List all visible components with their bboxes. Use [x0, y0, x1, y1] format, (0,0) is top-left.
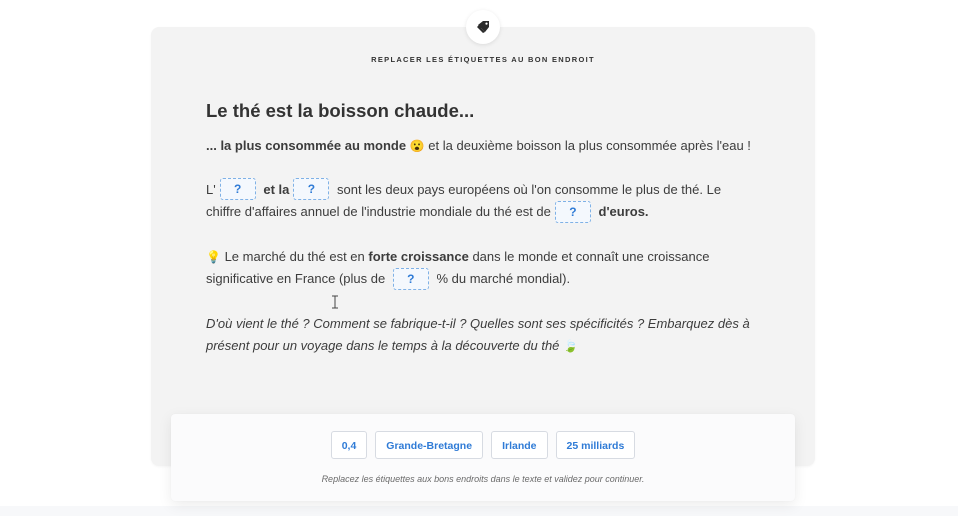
p1-text: et la deuxième boisson la plus consommée après l'eau ! — [424, 138, 751, 153]
p2-text-1: L' — [206, 181, 216, 197]
paragraph-3 — [206, 246, 751, 291]
drop-slot-2[interactable]: ? — [293, 178, 329, 200]
text-cursor-icon — [331, 295, 339, 309]
p3-text-2: dans le monde et connaît une croissance significative en France (plus de — [206, 248, 710, 287]
label-chip-grande-bretagne[interactable]: Grande-Bretagne — [375, 431, 483, 459]
p1-bold: ... la plus consommée au monde — [206, 138, 407, 153]
p4-italic: D'où vient le thé ? Comment se fabrique-t-il ? Quelles sont ses spécificités ? Embarquez dès à présent pour un voyage dans le temps à la découverte du thé — [206, 315, 750, 354]
drop-slot-3[interactable]: ? — [555, 201, 591, 223]
label-chip-0-4[interactable]: 0,4 — [331, 431, 368, 459]
tag-icon — [476, 20, 490, 34]
drop-slot-1[interactable]: ? — [220, 178, 256, 200]
exercise-card — [151, 27, 815, 466]
paragraph-1 — [206, 135, 751, 158]
leaf-emoji-icon: 🍃 — [563, 339, 578, 354]
labels-list — [171, 431, 795, 459]
p3-bold: forte croissance — [368, 248, 469, 264]
lightbulb-emoji-icon: 💡 — [206, 249, 221, 264]
content-heading: Le thé est la boisson chaude... — [206, 100, 475, 121]
p3-text-3: % du marché mondial). — [436, 271, 571, 287]
paragraph-4 — [206, 313, 751, 358]
header-badge — [466, 10, 500, 44]
page-footer-band — [0, 506, 958, 516]
p3-text-1: Le marché du thé est en — [220, 248, 369, 264]
p2-bold-1: et la — [263, 181, 290, 197]
p2-text-2: sont les deux pays européens où l'on consomme le plus de thé. Le chiffre d'affaires annuel de l'industrie mondiale du thé est de — [206, 181, 722, 220]
exercise-content — [206, 99, 751, 380]
drop-slot-4[interactable]: ? — [393, 268, 429, 290]
label-chip-irlande[interactable]: Irlande — [491, 431, 547, 459]
labels-tray — [171, 414, 795, 501]
paragraph-2 — [206, 179, 751, 224]
instruction-text: Replacez les étiquettes aux bons endroits dans le texte et validez pour continuer. — [321, 474, 645, 484]
surprised-emoji-icon: 😮 — [409, 139, 425, 153]
p2-bold-2: d'euros. — [598, 204, 649, 220]
exercise-title: REPLACER LES ÉTIQUETTES AU BON ENDROIT — [371, 55, 595, 64]
label-chip-25-milliards[interactable]: 25 milliards — [556, 431, 636, 459]
